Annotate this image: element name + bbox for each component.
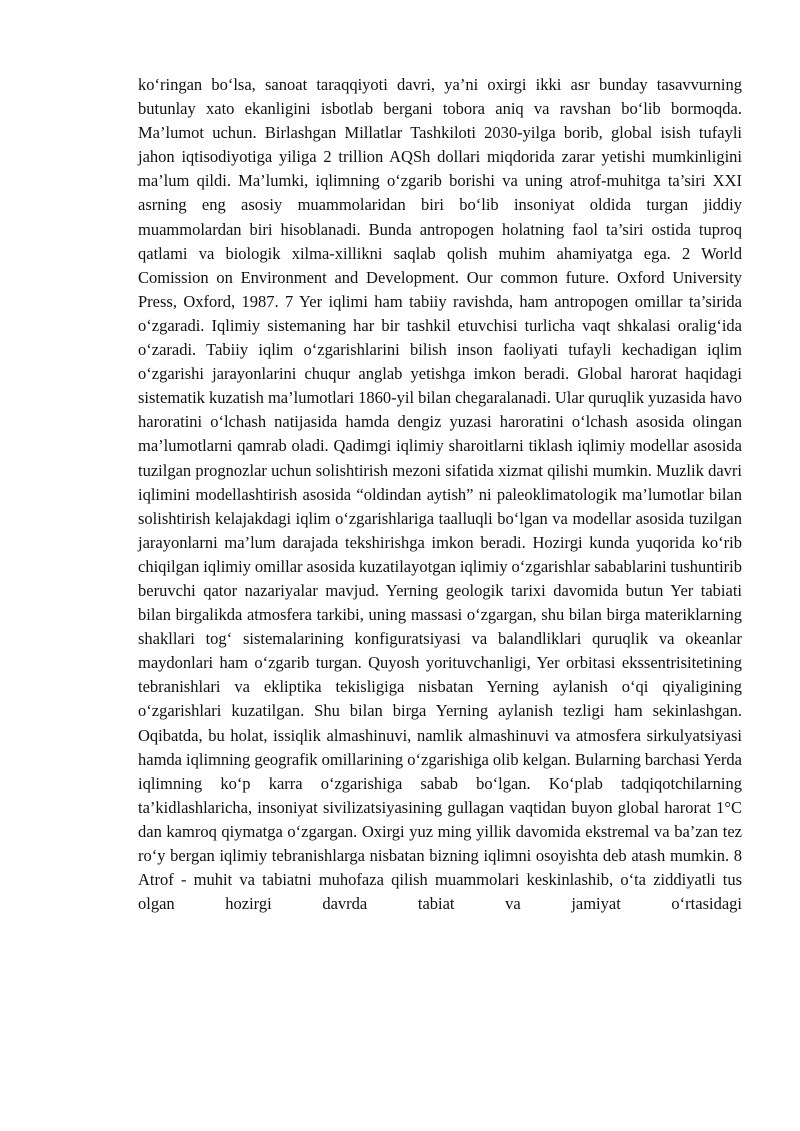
body-paragraph: ko‘ringan bo‘lsa, sanoat taraqqiyoti davri, ya’ni oxirgi ikki asr bunday tasavvurning butunlay xato ekanligini isbotlab bergani tobora aniq va ravshan bo‘lib bormoqda. Ma’lumot uchun. Birlashgan Millatlar Tashkiloti 2030-yilga borib, global isish tufayli jahon iqtisodiyotiga yiliga 2 trillion AQSh dollari miqdorida zarar yetishi mumkinligini ma’lum qildi. Ma’lumki, iqlimning o‘zgarib borishi va uning atrof-muhitga ta’siri XXI asrning eng asosiy muammolaridan biri bo‘lib insoniyat oldida turgan jiddiy muammolardan biri hisoblanadi. Bunda antropogen holatning faol ta’siri ostida tuproq qatlami va biologik xilma-xillikni saqlab qolish muhim ahamiyatga ega. 2 World Comission on Environment and Development. Our common future. Oxford University Press, Oxford, 1987. 7 Yer iqlimi ham tabiiy ravishda, ham antropogen omillar ta’sirida o‘zgaradi. Iqlimiy sistemaning har bir tashkil etuvchisi turlicha vaqt shkalasi oralig‘ida o‘zaradi. Tabiiy iqlim o‘zgarishlarini bilish inson faoliyati tufayli kechadigan iqlim o‘zgarishi jarayonlarini chuqur anglab yetishga imkon beradi. Global harorat haqidagi sistematik kuzatish ma’lumotlari 1860-yil bilan chegaralanadi. Ular quruqlik yuzasida havo haroratini o‘lchash natijasida hamda dengiz yuzasi haroratini o‘lchash asosida olingan ma’lumotlarni qamrab oladi. Qadimgi iqlimiy sharoitlarni tiklash iqlimiy modellar asosida tuzilgan prognozlar uchun solishtirish mezoni sifatida xizmat qilishi mumkin. Muzlik davri iqlimini modellashtirish asosida “oldindan aytish” ni paleoklimatologik ma’lumotlar bilan solishtirish kelajakdagi iqlim o‘zgarishlariga taalluqli bo‘lgan va modellar asosida tuzilgan jarayonlarni ma’lum darajada tekshirishga imkon beradi. Hozirgi kunda yuqorida ko‘rib chiqilgan iqlimiy omillar asosida kuzatilayotgan iqlimiy o‘zgarishlar sabablarini tushuntirib beruvchi qator nazariyalar mavjud. Yerning geologik tarixi davomida butun Yer tabiati bilan birgalikda atmosfera tarkibi, uning massasi o‘zgargan, shu bilan birga materiklarning shakllari tog‘ sistemalarining konfiguratsiyasi va balandliklari quruqlik va okeanlar maydonlari ham o‘zgarib turgan. Quyosh yorituvchanligi, Yer orbitasi ekssentrisitetining tebranishlari va ekliptika tekisligiga nisbatan Yerning aylanish o‘qi qiyaligining o‘zgarishlari kuzatilgan. Shu bilan birga Yerning aylanish tezligi ham sekinlashgan. Oqibatda, bu holat, issiqlik almashinuvi, namlik almashinuvi va atmosfera sirkulyatsiyasi hamda iqlimning geografik omillarining o‘zgarishiga olib kelgan. Bularning barchasi Yerda iqlimning ko‘p karra o‘zgarishiga sabab bo‘lgan. Ko‘plab tadqiqotchilarning ta’kidlashlaricha, insoniyat sivilizatsiyasining gullagan vaqtidan buyon global harorat 1°C dan kamroq qiymatga o‘zgargan. Oxirgi yuz ming yillik davomida ekstremal va ba’zan tez ro‘y bergan iqlimiy tebranishlarga nisbatan bizning iqlimni osoyishta deb atash mumkin. 8 Atrof - muhit va tabiatni muhofaza qilish muammolari keskinlashib, o‘ta ziddiyatli tus olgan hozirgi davrda tabiat va jamiyat o‘rtasidagi [138, 75, 742, 914]
document-page [138, 73, 742, 916]
